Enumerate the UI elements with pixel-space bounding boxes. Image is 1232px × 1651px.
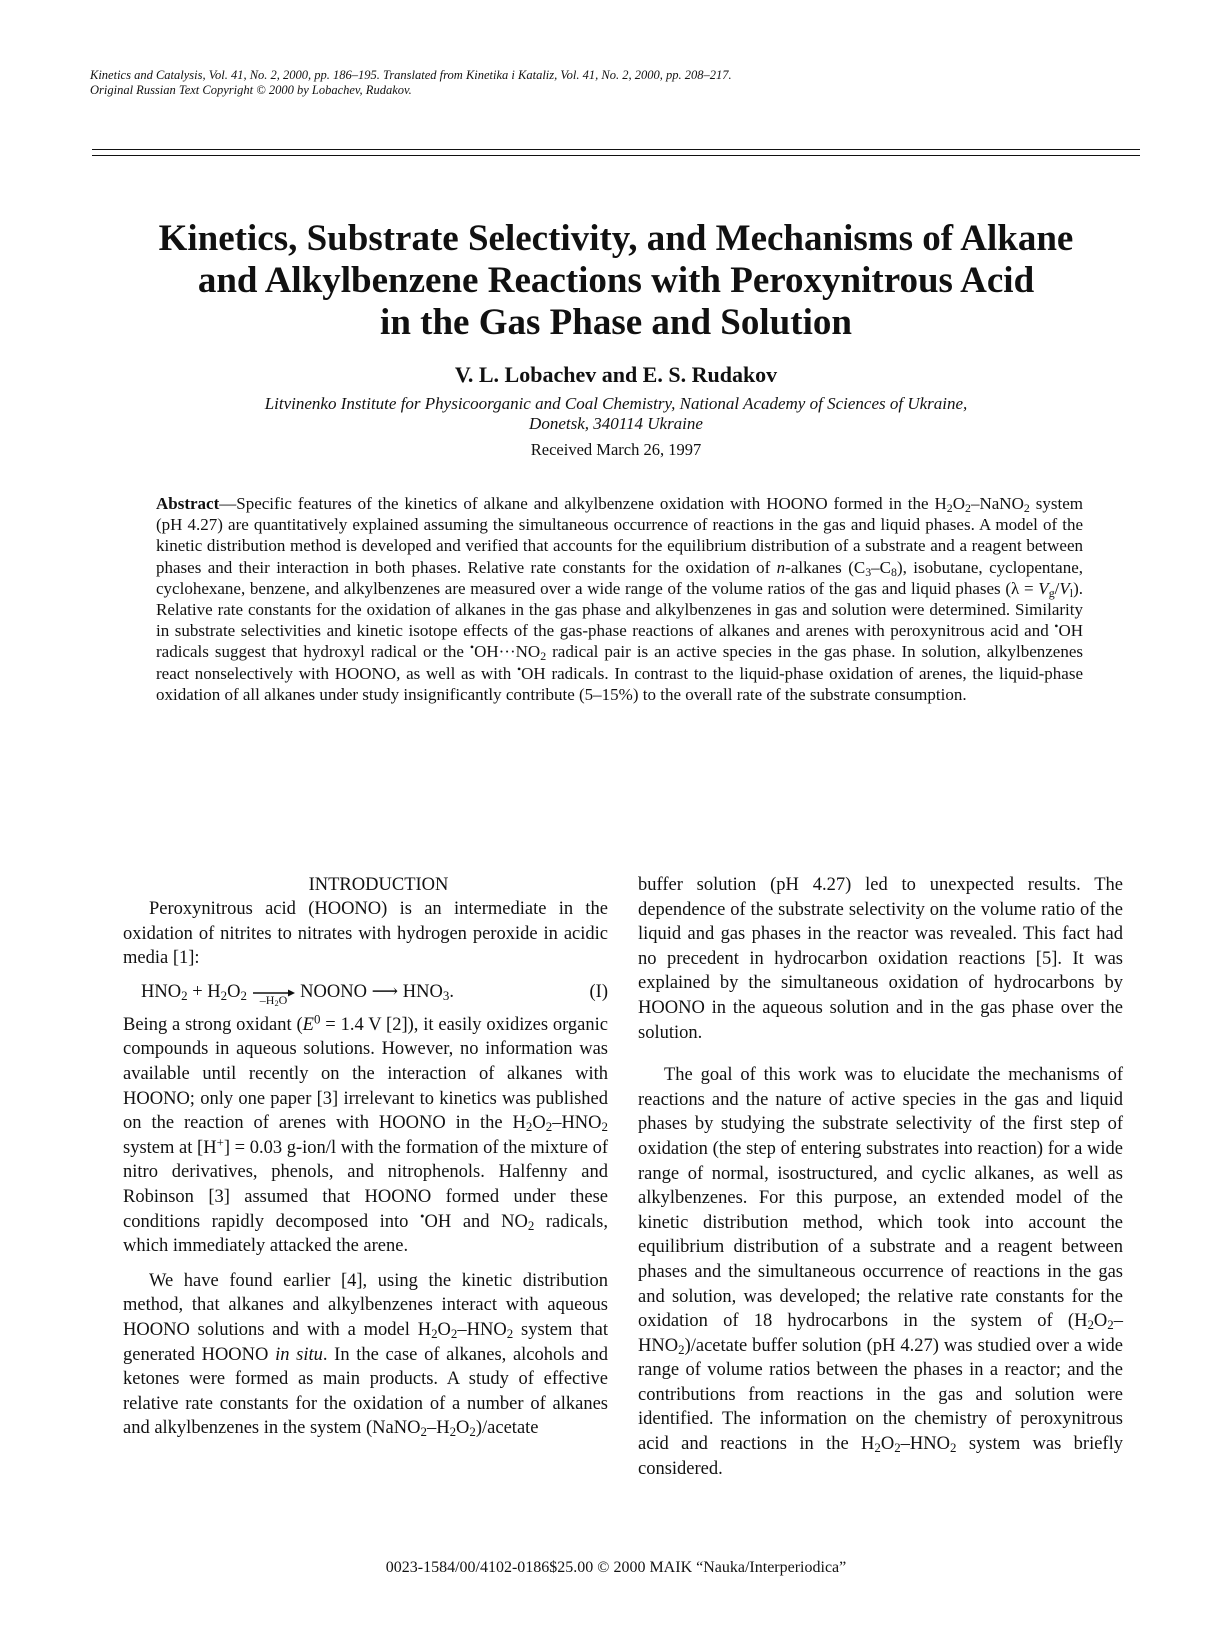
para-text: . In the case of alkanes, alcohols and ketones were formed as main products. A study of effective relative rate constants for the oxidation of a number of alkanes and alkylbenzenes in the system (NaNO xyxy=(123,1344,608,1439)
subscript: 2 xyxy=(678,1341,685,1357)
para-text: O xyxy=(1093,1311,1108,1332)
authors: V. L. Lobachev and E. S. Rudakov xyxy=(454,362,778,387)
subscript: 2 xyxy=(1087,1317,1094,1333)
para-text: –HNO xyxy=(552,1113,602,1134)
eq-text: NOONO xyxy=(295,981,372,1002)
subscript: 2 xyxy=(950,1440,957,1456)
title-line-1: Kinetics, Substrate Selectivity, and Mechanisms of Alkane xyxy=(158,218,1074,259)
intro-paragraph-1: Peroxynitrous acid (HOONO) is an intermediate in the oxidation of nitrites to nitrates with hydrogen peroxide in acidic media [1]: xyxy=(123,899,608,969)
abstract-text: ). Relative rate constants for the oxidation of alkanes in the gas phase and alkylbenzenes in gas and solution were determined. Similarity in substrate selectivities and kinetic isotope effects of the gas-phase reactions of alkanes and arenes with peroxynitrous acid and xyxy=(156,578,1083,641)
subscript: 2 xyxy=(874,1440,881,1456)
italic-e: E xyxy=(302,1014,314,1035)
abstract-text: / xyxy=(1054,578,1060,598)
para-text: = 1.4 V [2]), it easily oxidizes organic compounds in aqueous solutions. However, no information was available until recently on the interaction of alkanes with HOONO; only one paper [3] irrelevant to kinetics was published on the reaction of arenes with HOONO in the H xyxy=(123,1014,608,1134)
radical-dot: • xyxy=(1054,619,1059,634)
para-text: O xyxy=(532,1113,546,1134)
superscript: + xyxy=(216,1134,224,1150)
subscript: 2 xyxy=(220,988,228,1004)
para-text: OH and NO xyxy=(424,1211,528,1232)
subscript: 3 xyxy=(865,564,872,579)
subscript: 2 xyxy=(431,1326,438,1342)
radical-dot: • xyxy=(516,661,522,676)
superscript: 0 xyxy=(313,1011,321,1027)
subscript: g xyxy=(1048,585,1055,600)
subscript: 3 xyxy=(442,988,450,1004)
abstract-text: OH radicals suggest that hydroxyl radical or the xyxy=(156,621,1083,662)
intro-paragraph-2 xyxy=(123,1013,608,1259)
para-text: O xyxy=(456,1418,470,1439)
para-text: The goal of this work was to elucidate the mechanisms of reactions and the nature of active species in the gas and liquid phases by studying the substrate selectivity of the first step of oxidation (the step of entering substrates into reaction) for a wide range of normal, isostructured, and cyclic alkanes, as well as alkylbenzenes. For this purpose, an extended model of the kinetic distribution method, which took into account the equilibrium distribution of a substrate and a reagent between phases and the simultaneous occurrence of reactions in the gas and solution, was developed; the relative rate constants for the oxidation of 18 hydrocarbons in the system of (H xyxy=(638,1065,1123,1332)
section-heading-introduction: INTRODUCTION xyxy=(308,875,449,895)
eq-text: HNO xyxy=(141,981,182,1002)
subscript: 2 xyxy=(181,988,188,1004)
subscript: 2 xyxy=(449,1424,457,1440)
subscript: l xyxy=(1069,585,1074,600)
equation-number: (I) xyxy=(589,981,608,1002)
header-rule xyxy=(92,149,1140,150)
subscript: 2 xyxy=(1023,500,1030,515)
para-text: –HNO xyxy=(900,1434,951,1455)
abstract-text: OH···NO xyxy=(474,642,541,662)
equation-body xyxy=(141,979,454,1008)
abstract-text: OH radicals. In contrast to the liquid-phase oxidation of arenes, the liquid-phase oxidation of all alkanes under study insignificantly contribute (5–15%) to the overall rate of the substrate consumption. xyxy=(156,663,1084,704)
header-rule-thin xyxy=(92,155,1140,156)
para-text: –HNO xyxy=(457,1319,507,1340)
abstract-text: H xyxy=(934,494,947,513)
italic-v: V xyxy=(1038,578,1049,598)
title-line-2: and Alkylbenzene Reactions with Peroxynitrous Acid xyxy=(197,260,1035,301)
para-text: We have found earlier [4], using the kinetic distribution method, that alkanes and alkylbenzenes interact with aqueous HOONO solutions and with a model H xyxy=(123,1270,608,1340)
abstract-text: –NaNO xyxy=(970,494,1024,513)
abstract xyxy=(156,493,1083,705)
italic-in-situ: in situ xyxy=(275,1344,323,1365)
subscript: 2 xyxy=(1107,1317,1114,1333)
para-text: O xyxy=(880,1434,895,1455)
left-column xyxy=(123,873,608,1441)
para-text: –HNO xyxy=(638,1311,1123,1356)
subscript: 2 xyxy=(274,998,279,1008)
received-date: Received March 26, 1997 xyxy=(530,440,702,459)
para-text: )/acetate xyxy=(475,1418,539,1439)
subscript: 2 xyxy=(240,988,247,1004)
radical-dot: • xyxy=(420,1208,425,1224)
equation-1 xyxy=(123,979,608,1008)
para-text: radicals, which immediately attacked the arene. xyxy=(123,1211,608,1257)
abstract-text: system (pH 4.27) are quantitatively explained assuming the simultaneous occurrence of reactions in the gas and liquid phases. A model of the kinetic distribution method is developed and verified that accounts for the equilibrium distribution of a substrate and a reagent between phases and their interaction in both phases. Relative rate constants for the oxidation of xyxy=(156,494,1083,577)
subscript: 2 xyxy=(601,1119,608,1135)
page-footer: 0023-1584/00/4102-0186$25.00 © 2000 MAIK “Nauka/Interperiodica” xyxy=(385,1559,847,1576)
subscript: 2 xyxy=(527,1217,535,1233)
reaction-arrow xyxy=(252,979,296,1008)
intro-paragraph-3 xyxy=(123,1269,608,1441)
subscript: 2 xyxy=(965,500,971,515)
right-column xyxy=(638,873,1123,1481)
abstract-text: ), isobutane, cyclopentane, cyclohexane, benzene, and alkylbenzenes are measured over a wide range of the volume ratios of the gas and liquid phases (λ = xyxy=(156,557,1083,598)
abstract-text: -alkanes (C xyxy=(785,557,866,577)
subscript: 2 xyxy=(506,1326,514,1342)
affiliation xyxy=(120,394,1112,434)
title-line-3: in the Gas Phase and Solution xyxy=(380,302,852,343)
affiliation-line-2: Donetsk, 340114 Ukraine xyxy=(529,414,703,433)
italic-v: V xyxy=(1059,578,1070,598)
subscript: 2 xyxy=(450,1326,458,1342)
reaction-arrow-2: ⟶ xyxy=(371,981,399,1002)
para-text: –H xyxy=(426,1418,450,1439)
italic-n: n xyxy=(776,557,786,577)
eq-text: HNO xyxy=(398,981,443,1002)
right-paragraph-2 xyxy=(638,1063,1123,1481)
arrow-label xyxy=(252,994,296,1006)
para-text: Being a strong oxidant ( xyxy=(123,1014,303,1035)
subscript: 2 xyxy=(545,1119,553,1135)
journal-citation: Kinetics and Catalysis, Vol. 41, No. 2, 2000, pp. 186–195. Translated from Kinetika i Kataliz, Vol. 41, No. 2, 2000, pp. 208–217. xyxy=(90,68,732,82)
para-text: )/acetate buffer solution (pH 4.27) was studied over a wide range of volume ratios between the phases in a reactor; and the contributions from reactions in the gas and solution were identified. The information on the chemistry of peroxynitrous acid and reactions in the H xyxy=(638,1335,1123,1455)
abstract-text: radical pair is an active species in the gas phase. In solution, alkylbenzenes react nonselectively with HOONO, as well as with xyxy=(156,642,1083,683)
eq-text: . xyxy=(449,981,454,1002)
subscript: 2 xyxy=(540,649,547,664)
arrow-label-text: –H xyxy=(259,992,275,1007)
subscript: 2 xyxy=(420,1424,427,1440)
right-paragraph-1: buffer solution (pH 4.27) led to unexpected results. The dependence of the substrate selectivity on the volume ratio of the liquid and gas phases in the reactor was revealed. This fact had no precedent in hydrocarbon oxidation reactions [5]. It was explained by the simultaneous oxidation of hydrocarbons by HOONO in the aqueous solution and in the gas phase over the solution. xyxy=(638,875,1123,1043)
para-text: ] = 0.03 g-ion/l with the formation of the mixture of nitro derivatives, phenols, and nitrophenols. Halfenny and Robinson [3] assumed that HOONO formed under these conditions rapidly decomposed into xyxy=(123,1137,608,1232)
subscript: 2 xyxy=(469,1424,476,1440)
para-text: system at [H xyxy=(123,1137,217,1158)
affiliation-line-1: Litvinenko Institute for Physicoorganic and Coal Chemistry, National Academy of Sciences of Ukraine, xyxy=(264,394,968,413)
running-header xyxy=(90,68,1090,98)
para-text: O xyxy=(437,1319,451,1340)
abstract-text: –C xyxy=(871,557,891,577)
subscript: 2 xyxy=(525,1119,533,1135)
eq-text: + H xyxy=(187,981,221,1002)
abstract-label: Abstract xyxy=(156,494,220,513)
subscript: 2 xyxy=(894,1440,901,1456)
subscript: 8 xyxy=(891,564,897,579)
abstract-text: —Specific features of the kinetics of alkane and alkylbenzene oxidation with HOONO formed in the xyxy=(219,494,935,513)
arrow-label-text: O xyxy=(278,992,288,1007)
para-text: system was briefly considered. xyxy=(638,1434,1123,1479)
abstract-text: O xyxy=(952,494,966,513)
article-title xyxy=(90,218,1142,344)
radical-dot: • xyxy=(469,640,475,655)
subscript: 2 xyxy=(946,500,953,515)
para-text: system that generated HOONO xyxy=(123,1319,608,1365)
copyright-line: Original Russian Text Copyright © 2000 by Lobachev, Rudakov. xyxy=(90,83,412,97)
eq-text: O xyxy=(227,981,241,1002)
